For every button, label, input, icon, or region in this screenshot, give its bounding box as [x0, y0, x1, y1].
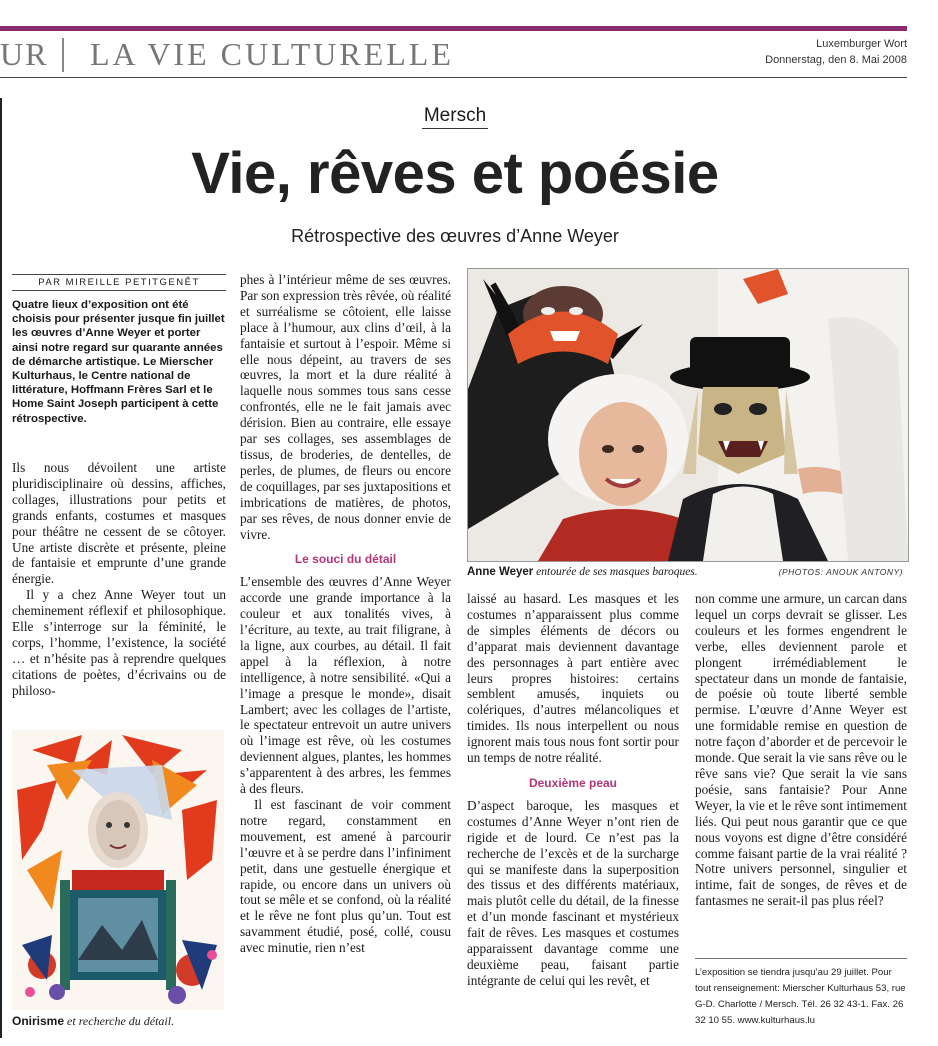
- section-separator: [62, 38, 64, 72]
- body-paragraph: Il y a chez Anne Weyer tout un cheminement réflexif et philosophique. Elle s’interroge sur la féminité, le corps, l’homme, l’existence, la société … et n’hésite pas à reprendre quelques citations de poètes, d’écrivains ou de philoso-: [12, 587, 226, 698]
- article-subheadline: Rétrospective des œuvres d’Anne Weyer: [291, 226, 619, 246]
- text-column-1: [12, 460, 226, 699]
- body-paragraph: Il est fascinant de voir comment notre regard, constamment en mouvement, est amené à parcourir l’œuvre et à se perdre dans l’infiniment petit, dans une gestuelle énergique et rapide, ou encore dans un univers où tout se mêle et se confond, où la réalité et le rêve ne font plus qu’un. Tout est savamment étudié, posé, collé, cousu avec minutie, rien n’est: [240, 797, 451, 956]
- artwork-image: [12, 730, 224, 1010]
- photo-credit: (PHOTOS: ANOUK ANTONY): [778, 567, 903, 577]
- header-color-rule: [0, 26, 907, 31]
- issue-date: Donnerstag, den 8. Mai 2008: [765, 54, 907, 66]
- photo-caption: [467, 566, 907, 578]
- lead-paragraph: Quatre lieux d’exposition ont été choisis pour présenter jusque fin juillet les œuvres d’Anne Weyer et porter ainsi notre regard sur quarante années de démarche artistique. Le Mierscher Kulturhaus, le Centre national de littérature, Hoffmann Frères Sarl et le Home Saint Joseph participent à cette rétrospective.: [12, 299, 225, 425]
- article-headline: Vie, rêves et poésie: [191, 141, 719, 206]
- exhibition-info-box: L’exposition se tiendra jusqu’au 29 juillet. Pour tout renseignement: Mierscher Kulturhaus 53, rue G-D. Charlotte / Mersch. Tél. 26 32 43-1. Fax. 26 32 10 55. www.kulturhaus.lu: [695, 958, 907, 1029]
- subheading-souci-du-detail: Le souci du détail: [294, 552, 397, 567]
- body-paragraph: Ils nous dévoilent une artiste pluridisciplinaire où dessins, affiches, collages, illustrations pour petits et grands enfants, costumes et masques pour théâtre ne cessent de se côtoyer. Une artiste discrète et présente, pleine de fantaisie et emprunte d’une grande énergie.: [12, 460, 226, 587]
- page-header: [0, 34, 910, 78]
- photo-artist-with-masks: [468, 269, 908, 561]
- article-kicker: [0, 105, 910, 127]
- photo-caption-text: entourée de ses masques baroques.: [533, 566, 698, 578]
- artwork-caption-title: Onirisme: [12, 1014, 65, 1028]
- body-paragraph: phes à l’intérieur même de ses œuvres. Par son expression très rêvée, où réalité et surréalisme se côtoient, elle laisse place à l’humour, aux clins d’œil, à la fantaisie et surtout à l’espoir. Même si elle nous dépeint, au travers de ses œuvres, la mort et la dure réalité à laquelle nous sommes tous sans cesse confrontés, elle ne le fait jamais avec dérision. Bien au contraire, elle essaye par ses collages, ses assemblages de tissus, de broderies, de dentelles, de perles, de plumes, de fleurs ou encore de coquillages, par ses juxtapositions et imbrications de matières, de photos, par ses rêves, de nous donner envie de vivre.: [240, 272, 451, 542]
- byline: PAR MIREILLE PETITGENÊT: [12, 274, 226, 291]
- kicker-text: Mersch: [422, 105, 488, 129]
- artwork-collage-illustration: [12, 730, 224, 1010]
- text-column-2: [240, 272, 451, 956]
- section-prefix: UR: [0, 36, 49, 72]
- newspaper-name: Luxemburger Wort: [816, 38, 907, 50]
- photo-caption-name: Anne Weyer: [467, 566, 534, 578]
- body-paragraph: laissé au hasard. Les masques et les costumes n’apparaissent plus comme de simples éléments de décors ou d’apparat mais deviennent davantage des personnages à part entière avec leurs propres histoires: certains semblent amusés, inquiets ou colériques, d’autres mélancoliques et timides. Ils nous interpellent ou nous ignorent mais tous nous font sortir pour un temps de notre réalité.: [467, 591, 679, 766]
- text-column-4: [695, 591, 907, 909]
- body-paragraph: D’aspect baroque, les masques et costumes d’Anne Weyer n’ont rien de rigide et de lourd. Ce n’est pas la recherche de l’excès et de la surcharge qui se manifeste dans la superposition des tissus et des différents matériaux, mais plutôt celle du détail, de la finesse et d’un monde fascinant et mystérieux fait de rêves. Les masques et costumes apparaissent davantage comme une deuxième peau, faisant partie intégrante de celui qui les revêt, et: [467, 797, 679, 988]
- body-paragraph: non comme une armure, un carcan dans lequel un corps devrait se glisser. Les couleurs et les formes engendrent le verbe, elles deviennent parole et plongent irrémédiablement le spectateur dans un monde de fantaisie, de poésie où toute liberté semble permise. L’œuvre d’Anne Weyer est une formidable remise en question de notre façon d’aborder et de percevoir le monde. Que serait la vie sans rêve ou le rêve sans vie? Que serait la vie sans poésie, sans fantaisie? Pour Anne Weyer, la vie et le rêve sont intimement liés. Qui peut nous garantir que ce que nous voyons est digne d’être considéré comme faisant partie de la vrai réalité ? Notre univers personnel, singulier et intime, fait de songes, de rêves et de fantasmes ne serait-il pas plus réel?: [695, 591, 907, 909]
- section-title: LA VIE CULTURELLE: [90, 36, 454, 72]
- subheading-deuxieme-peau: Deuxième peau: [528, 775, 618, 790]
- artwork-caption: [12, 1014, 232, 1029]
- text-column-3: [467, 591, 679, 989]
- main-photo: [467, 268, 909, 562]
- body-paragraph: L’ensemble des œuvres d’Anne Weyer accorde une grande importance à la couleur et aux tonalités vives, à l’écriture, au texte, au trait filigrane, à la ligne, aux courbes, au détail. Il fait appel à la réflexion, à notre intelligence, à notre sensibilité. «Qui a l’image a presque le monde», disait Lambert; avec les collages de l’artiste, le spectateur entrevoit un autre univers où l’image est rêve, où les costumes deviennent algues, plantes, les hommes s’apparentent à des arbres, les femmes à des fleurs.: [240, 574, 451, 797]
- artwork-caption-text: et recherche du détail.: [64, 1014, 175, 1028]
- header-rule: [0, 77, 907, 78]
